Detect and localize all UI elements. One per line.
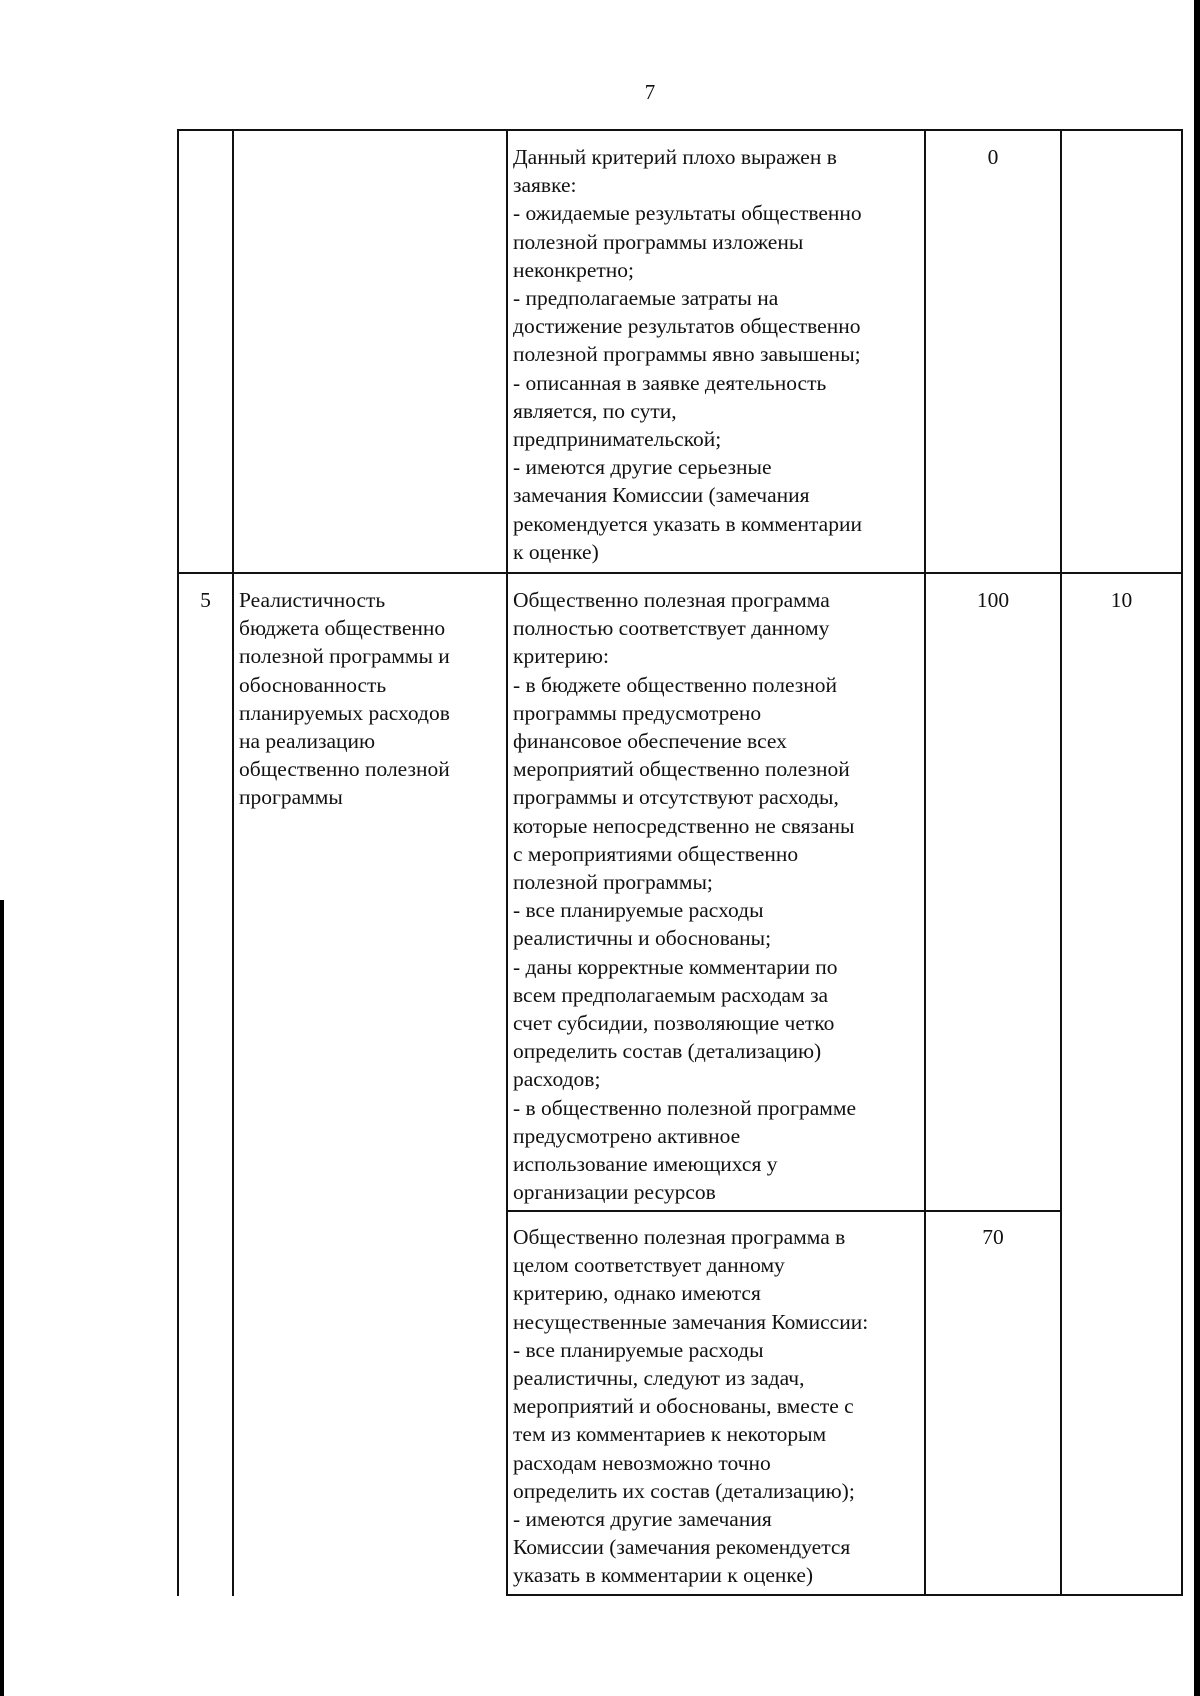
level-score: 70	[982, 1225, 1004, 1249]
table-top-border	[177, 129, 1183, 131]
column-border	[232, 129, 234, 1596]
criterion-number: 5	[200, 588, 211, 612]
level-score: 100	[976, 588, 1010, 612]
column-border	[1060, 129, 1062, 1596]
level-score: 0	[987, 145, 999, 169]
criterion-name: Реалистичность бюджета общественно полезной программы и обоснованность планируемых расходов на реализацию общественно полезной программы	[239, 588, 450, 810]
page-number: 7	[644, 80, 656, 104]
scan-edge-left	[0, 900, 4, 1696]
column-border	[1181, 129, 1183, 1596]
column-border	[177, 129, 179, 1596]
level-divider	[506, 1210, 1061, 1212]
level-description: Данный критерий плохо выражен в заявке: - ожидаемые результаты общественно полезной программы изложены неконкретно; - предполагаемые затраты на достижение результатов общественно полезной программы явно завышены; - описанная в заявке деятельность является, по сути, предпринимательской; - имеются другие серьезные замечания Комиссии (замечания рекомендуется указать в комментарии к оценке)	[513, 145, 862, 564]
row-divider	[177, 572, 1183, 574]
level-description: Общественно полезная программа в целом соответствует данному критерию, однако имеются несущественные замечания Комиссии: - все планируемые расходы реалистичны, следуют из задач, мероприятий и обоснованы, вместе с тем из комментариев к некоторым расходам невозможно точно определить их состав (детализацию); - имеются другие замечания Комиссии (замечания рекомендуется указать в комментарии к оценке)	[513, 1225, 869, 1588]
criterion-weight: 10	[1110, 588, 1133, 612]
table-bottom-border	[506, 1594, 1183, 1596]
level-description: Общественно полезная программа полностью соответствует данному критерию: - в бюджете общественно полезной программы предусмотрено финансовое обеспечение всех мероприятий общественно полезной программы и отсутствуют расходы, которые непосредственно не связаны с мероприятиями общественно полезной программы; - все планируемые расходы реалистичны и обоснованы; - даны корректные комментарии по всем предполагаемым расходам за счет субсидии, позволяющие четко определить состав (детализацию) расходов; - в общественно полезной программе предусмотрено активное использование имеющихся у организации ресурсов	[513, 588, 857, 1205]
column-border	[506, 129, 508, 1596]
scan-edge-right	[1194, 0, 1200, 1696]
column-border	[924, 129, 926, 1596]
